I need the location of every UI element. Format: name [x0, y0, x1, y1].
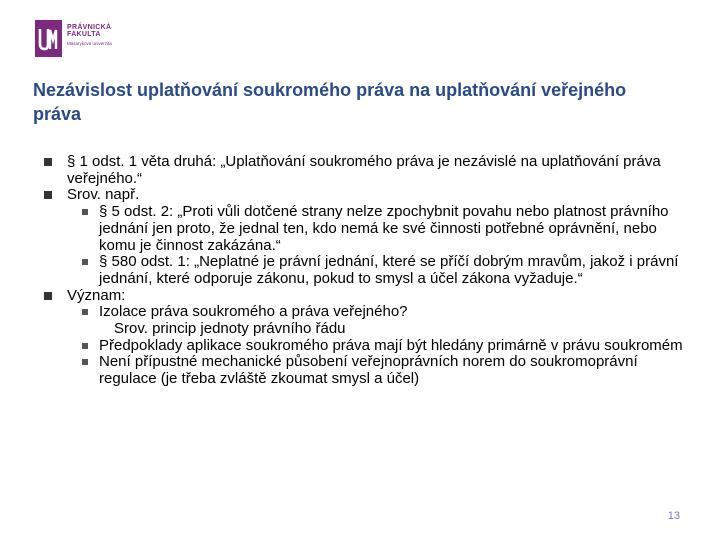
slide-title: Nezávislost uplatňování soukromého práva na uplatňování veřejného práva	[33, 80, 627, 124]
sub-bullet-text: § 580 odst. 1: „Neplatné je právní jednání, které se příčí dobrým mravům, jakož i právní jednání, které odporuje zákonu, pokud to smysl a účel zákona vyžaduje.“	[99, 253, 679, 287]
sub-bullet-item	[44, 254, 684, 287]
sub-bullet-continuation: Srov. princip jednoty právního řádu	[114, 320, 346, 338]
square-bullet-icon	[44, 158, 52, 166]
logo-faculty-name-line1: PRÁVNICKÁ	[67, 24, 112, 31]
square-bullet-icon	[82, 343, 88, 349]
sub-bullet-text: § 5 odst. 2: „Proti vůli dotčené strany nelze zpochybnit povahu nebo platnost právního jednání jen proto, že jednal ten, kdo nemá ke své činnosti potřebné oprávnění, nebo komu je činnost zakázána.“	[99, 203, 669, 254]
sub-bullet-text: Izolace práva soukromého a práva veřejného?	[99, 303, 408, 321]
logo-faculty-name-line2: FAKULTA	[67, 31, 101, 39]
sub-bullet-item	[44, 304, 684, 321]
faculty-logo	[35, 20, 145, 58]
page-number: 13	[667, 510, 680, 522]
square-bullet-icon	[44, 292, 52, 300]
sub-bullet-item	[44, 204, 684, 254]
sub-bullet-item	[44, 354, 684, 387]
sub-bullet-text: Předpoklady aplikace soukromého práva mají být hledány primárně v právu soukromém	[99, 336, 683, 354]
square-bullet-icon	[44, 191, 52, 199]
square-bullet-icon	[82, 309, 88, 315]
sub-bullet-text: Není přípustné mechanické působení veřejnoprávních norem do soukromoprávní regulace (je třeba zvláště zkoumat smysl a účel)	[99, 353, 638, 388]
bullet-item	[44, 154, 684, 187]
university-emblem-icon	[35, 20, 62, 57]
bullet-text: Význam:	[67, 286, 126, 304]
bullet-text: § 1 odst. 1 věta druhá: „Uplatňování soukromého práva je nezávislé na uplatňování práva veřejného.“	[67, 153, 661, 187]
square-bullet-icon	[82, 359, 88, 365]
slide-content	[44, 154, 684, 388]
square-bullet-icon	[82, 259, 88, 265]
square-bullet-icon	[82, 209, 88, 215]
bullet-item	[44, 288, 684, 305]
bullet-item	[44, 187, 684, 204]
bullet-text: Srov. např.	[67, 186, 140, 204]
logo-university-name: Masarykova univerzita	[67, 40, 112, 46]
sub-bullet-item	[44, 338, 684, 355]
